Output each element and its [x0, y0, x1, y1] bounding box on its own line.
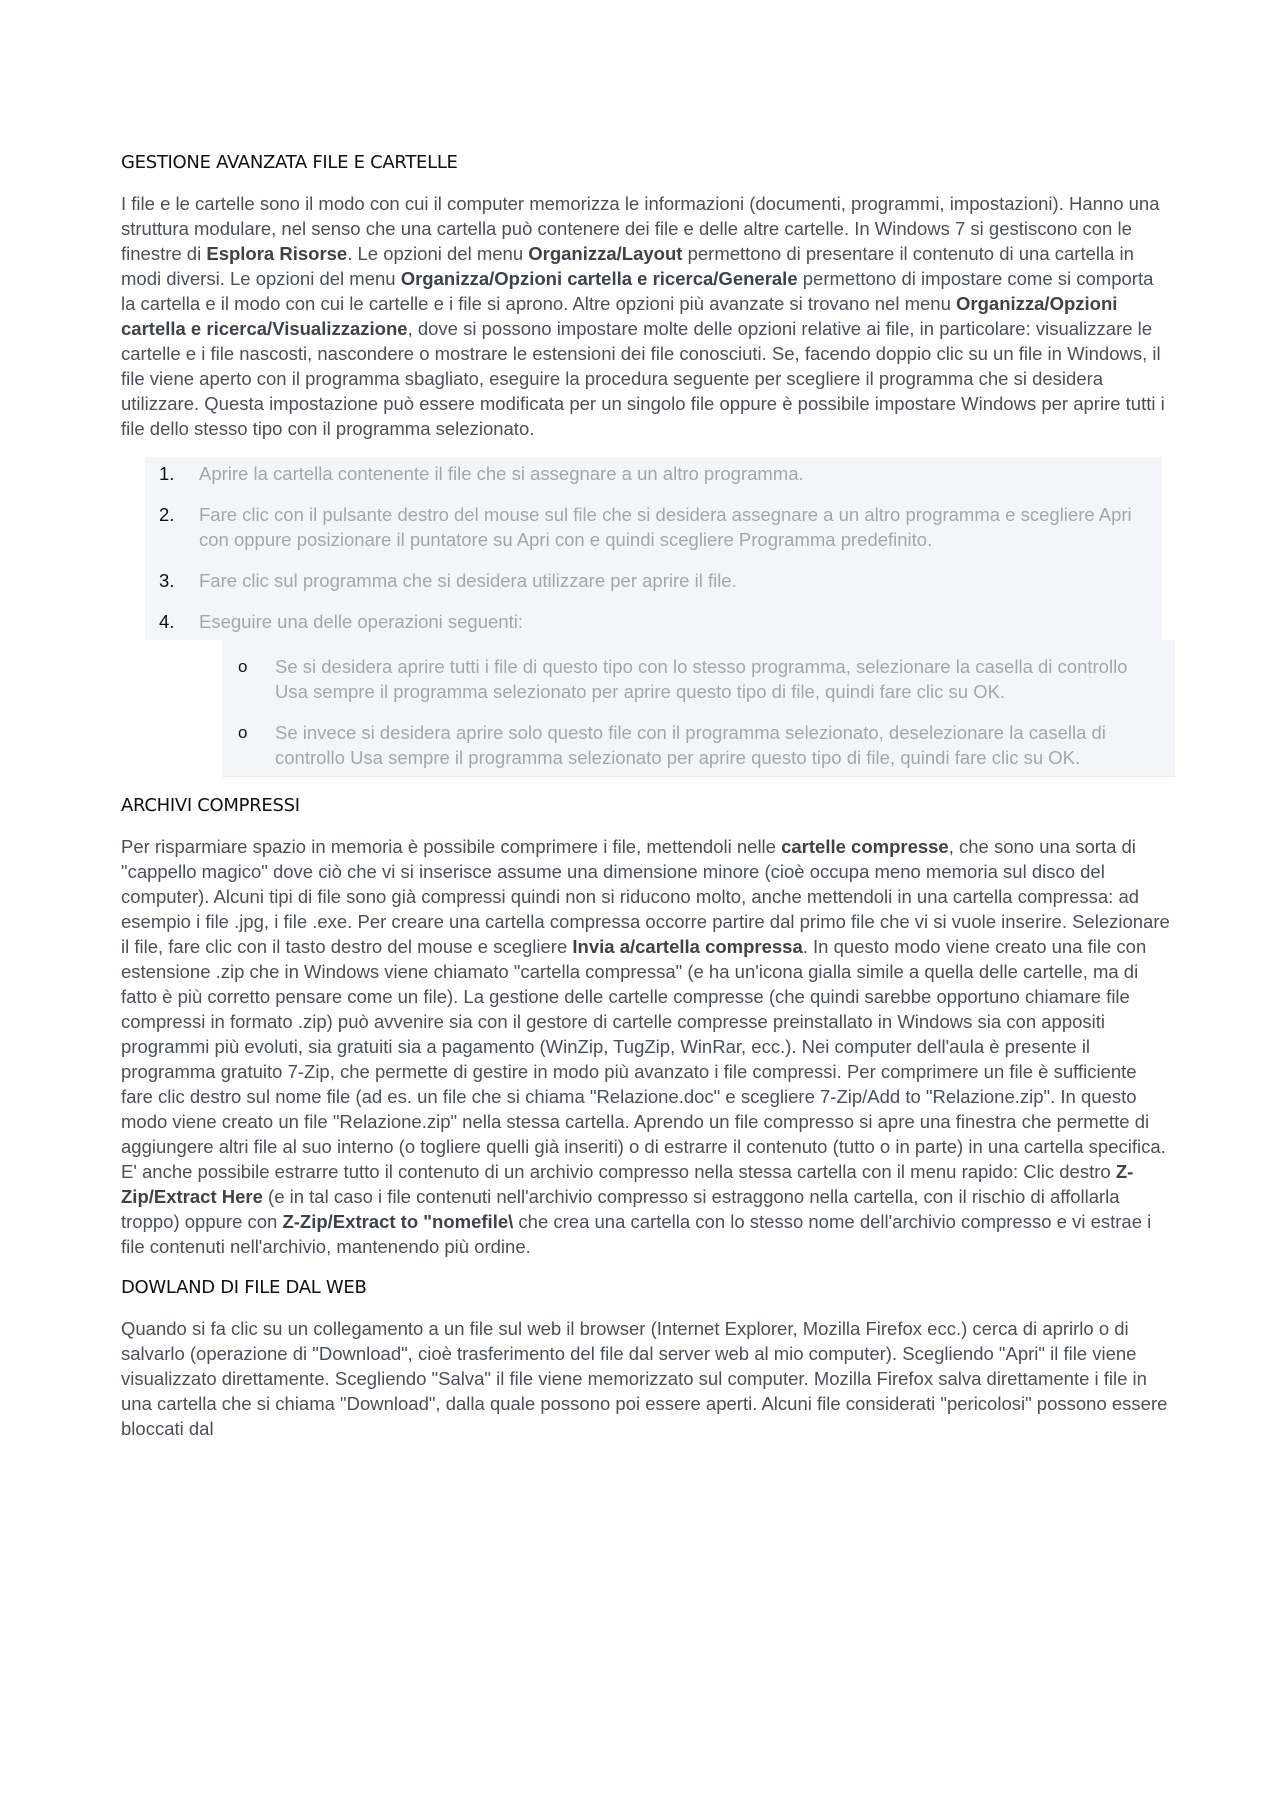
section-paragraph-download: Quando si fa clic su un collegamento a un file sul web il browser (Internet Explorer, Mozilla Firefox ecc.) cerca di aprirlo o di salvarlo (operazione di "Download", cioè trasferimento del file dal server web al mio computer). Scegliendo "Apri" il file viene visualizzato direttamente. Scegliendo "Salva" il file viene memorizzato sul computer. Mozilla Firefox salva direttamente i file in una cartella che si chiama "Download", dalla quale possono poi essere aperti. Alcuni file considerati "pericolosi" possono essere bloccati dal [121, 1318, 1168, 1439]
bullet-marker: o [238, 657, 248, 676]
bold-term: Z-Zip/Extract to "nomefile\ [282, 1211, 514, 1232]
bullet-marker: o [238, 723, 248, 742]
document-page [121, 150, 1171, 1457]
steps-list [159, 461, 1150, 640]
step-number: 1. [159, 463, 175, 484]
bold-term: Organizza/Opzioni cartella e ricerca/Generale [400, 268, 798, 289]
list-item [238, 720, 1163, 770]
bold-term: Z-Zip/Extract Here [121, 1161, 1134, 1207]
step-text: Fare clic sul programma che si desidera utilizzare per aprire il file. [199, 570, 737, 591]
bold-term: cartelle compresse [781, 836, 949, 857]
bold-term: Organizza/Opzioni cartella e ricerca/Visualizzazione [121, 293, 1118, 339]
step-number: 4. [159, 611, 175, 632]
step-number: 2. [159, 504, 175, 525]
substep-text: Se si desidera aprire tutti i file di questo tipo con lo stesso programma, selezionare la casella di controllo Usa sempre il programma selezionato per aprire questo tipo di file, quindi fare clic su OK. [275, 656, 1128, 702]
substeps-list [238, 654, 1163, 770]
list-item [238, 654, 1163, 704]
step-text: Aprire la cartella contenente il file che si assegnare a un altro programma. [199, 463, 804, 484]
step-number: 3. [159, 570, 175, 591]
section-paragraph-gestione: I file e le cartelle sono il modo con cui il computer memorizza le informazioni (documenti, programmi, impostazioni). Hanno una struttura modulare, nel senso che una cartella può contenere dei file e delle altre cartelle. In Windows 7 si gestiscono con le finestre di Esplora Risorse. Le opzioni del menu Organizza/Layout permettono di presentare il contenuto di una cartella in modi diversi. Le opzioni del menu Organizza/Opzioni cartella e ricerca/Generale permettono di impostare come si comporta la cartella e il modo con cui le cartelle e i file si aprono. Altre opzioni più avanzate si trovano nel menu Organizza/Opzioni cartella e ricerca/Visualizzazione, dove si possono impostare molte delle opzioni relative ai file, in particolare: visualizzare le cartelle e i file nascosti, nascondere o mostrare le estensioni dei file conosciuti. Se, facendo doppio clic su un file in Windows, il file viene aperto con il programma sbagliato, eseguire la procedura seguente per scegliere il programma che si desidera utilizzare. Questa impostazione può essere modificata per un singolo file oppure è possibile impostare Windows per aprire tutti i file dello stesso tipo con il programma selezionato. [121, 193, 1165, 439]
section-paragraph-archivi: Per risparmiare spazio in memoria è possibile comprimere i file, mettendoli nelle cartelle compresse, che sono una sorta di "cappello magico" dove ciò che vi si inserisce assume una dimensione minore (cioè occupa meno memoria sul disco del computer). Alcuni tipi di file sono già compressi quindi non si riducono molto, anche mettendoli in una cartella compressa: ad esempio i file .jpg, i file .exe. Per creare una cartella compressa occorre partire dal primo file che vi si vuole inserire. Selezionare il file, fare clic con il tasto destro del mouse e scegliere Invia a/cartella compressa. In questo modo viene creato una file con estensione .zip che in Windows viene chiamato "cartella compressa" (e ha un'icona gialla simile a quella delle cartelle, ma di fatto è più corretto pensare come un file). La gestione delle cartelle compresse (che quindi sarebbe opportuno chiamare file compressi in formato .zip) può avvenire sia con il gestore di cartelle compresse preinstallato in Windows sia con appositi programmi più evoluti, sia gratuiti sia a pagamento (WinZip, TugZip, WinRar, ecc.). Nei computer dell'aula è presente il programma gratuito 7-Zip, che permette di gestire in modo più avanzato i file compressi. Per comprimere un file è sufficiente fare clic destro sul nome file (ad es. un file che si chiama "Relazione.doc" e scegliere 7-Zip/Add to "Relazione.zip". In questo modo viene creato un file "Relazione.zip" nella stessa cartella. Aprendo un file compresso si apre una finestra che permette di aggiungere altri file al suo interno (o togliere quelli già inseriti) o di estrarre il contenuto (tutto o in parte) in una cartella specifica. E' anche possibile estrarre tutto il contenuto di un archivio compresso nella stessa cartella con il menu rapido: Clic destro Z-Zip/Extract Here (e in tal caso i file contenuti nell'archivio compresso si estraggono nella cartella, con il rischio di affollarla troppo) oppure con Z-Zip/Extract to "nomefile\ che crea una cartella con lo stesso nome dell'archivio compresso e vi estrae i file contenuti nell'archivio, mantenendo più ordine. [121, 836, 1170, 1257]
list-item [159, 609, 1150, 640]
bold-term: Invia a/cartella compressa [572, 936, 803, 957]
list-item [159, 568, 1150, 593]
section-heading-download: DOWLAND DI FILE DAL WEB [121, 1277, 367, 1298]
section-heading-gestione: GESTIONE AVANZATA FILE E CARTELLE [121, 152, 458, 173]
section-heading-archivi: ARCHIVI COMPRESSI [121, 795, 300, 816]
bold-term: Esplora Risorse [206, 243, 348, 264]
step-text: Eseguire una delle operazioni seguenti: [199, 611, 523, 632]
steps-box [145, 457, 1162, 640]
substeps-box [222, 640, 1175, 777]
list-item [159, 461, 1150, 486]
step-text: Fare clic con il pulsante destro del mouse sul file che si desidera assegnare a un altro programma e scegliere Apri con oppure posizionare il puntatore su Apri con e quindi scegliere Programma predefinito. [199, 504, 1132, 550]
bold-term: Organizza/Layout [528, 243, 683, 264]
substep-text: Se invece si desidera aprire solo questo file con il programma selezionato, deselezionare la casella di controllo Usa sempre il programma selezionato per aprire questo tipo di file, quindi fare clic su OK. [275, 722, 1106, 768]
list-item [159, 502, 1150, 552]
